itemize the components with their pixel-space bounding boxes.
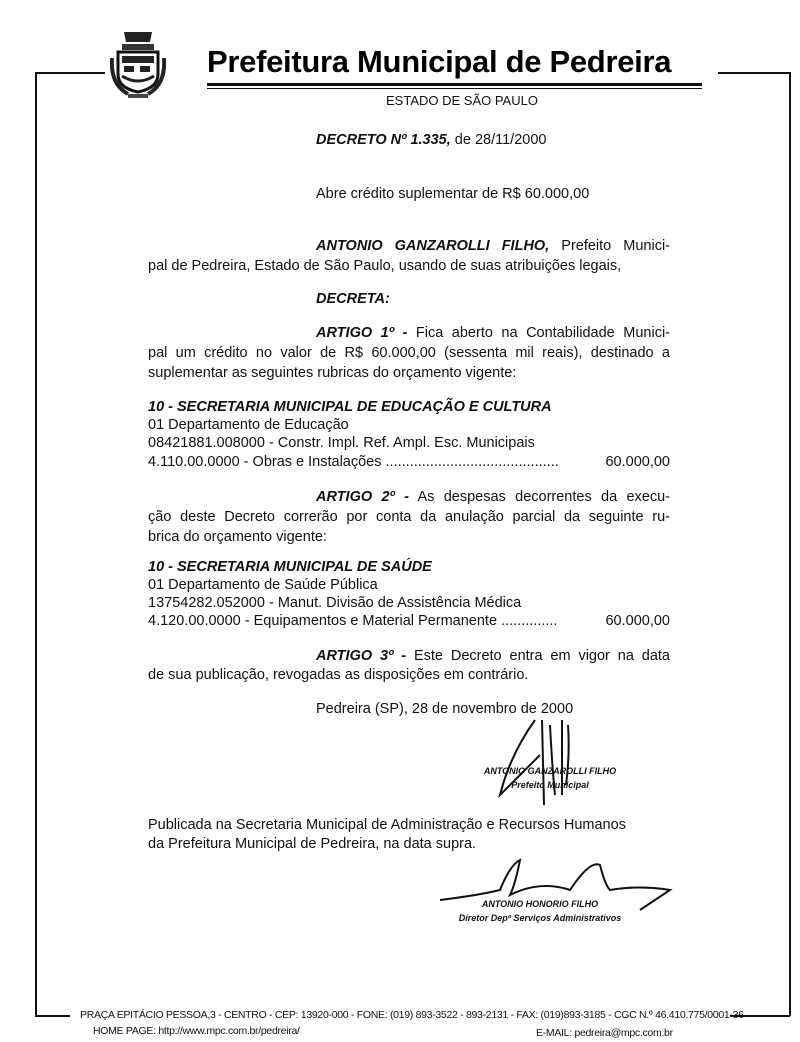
- publication-note: da Prefeitura Municipal de Pedreira, na data supra.: [148, 836, 477, 852]
- signer-name: ANTONIO HONORIO FILHO: [481, 899, 599, 909]
- title-underline: [207, 83, 702, 86]
- budget-item: 4.120.00.0000 - Equipamentos e Material Permanente .............. 60.000,00: [148, 613, 670, 629]
- place-date: Pedreira (SP), 28 de novembro de 2000: [316, 701, 574, 717]
- decree-heading: DECRETO Nº 1.335, de 28/11/2000: [316, 132, 547, 148]
- title-underline: [207, 88, 702, 89]
- article-1: ARTIGO 1º - Fica aberto na Contabilidade Munici-: [316, 325, 670, 341]
- section-heading: 10 - SECRETARIA MUNICIPAL DE SAÚDE: [148, 559, 432, 575]
- footer-homepage[interactable]: HOME PAGE: http://www.mpc.com.br/pedreira/: [93, 1025, 300, 1037]
- preamble-line: ANTONIO GANZAROLLI FILHO, Prefeito Munici-: [316, 238, 670, 254]
- program: 13754282.052000 - Manut. Divisão de Assistência Médica: [148, 595, 522, 611]
- signer-role: Prefeito Municipal: [511, 780, 589, 790]
- article-1: suplementar as seguintes rubricas do orçamento vigente:: [148, 365, 517, 381]
- article-3: ARTIGO 3º - Este Decreto entra em vigor na data: [316, 648, 670, 664]
- publication-note: Publicada na Secretaria Municipal de Administração e Recursos Humanos: [148, 817, 626, 833]
- article-3: de sua publicação, revogadas as disposições em contrário.: [148, 667, 529, 683]
- budget-item: 4.110.00.0000 - Obras e Instalações ........................................... 60.000,00: [148, 454, 670, 470]
- frame-line: [35, 1015, 70, 1017]
- article-2: brica do orçamento vigente:: [148, 529, 327, 545]
- signer-name: ANTONIO GANZAROLLI FILHO: [483, 766, 617, 776]
- page-title: Prefeitura Municipal de Pedreira: [207, 44, 672, 79]
- frame-line: [789, 72, 791, 1016]
- signer-role: Diretor Depº Serviços Administrativos: [458, 913, 622, 923]
- preamble-line: pal de Pedreira, Estado de São Paulo, usando de suas atribuições legais,: [148, 258, 622, 274]
- decree-summary: Abre crédito suplementar de R$ 60.000,00: [316, 186, 590, 202]
- program: 08421881.008000 - Constr. Impl. Ref. Ampl. Esc. Municipais: [148, 435, 535, 451]
- municipal-seal-icon: [110, 28, 166, 100]
- footer-email[interactable]: E-MAIL: pedreira@mpc.com.br: [536, 1027, 673, 1039]
- department: 01 Departamento de Educação: [148, 417, 349, 433]
- article-1: pal um crédito no valor de R$ 60.000,00 (sessenta mil reais), destinado a: [148, 345, 670, 361]
- frame-line: [35, 72, 37, 1016]
- decreta-label: DECRETA:: [316, 291, 390, 307]
- article-2: ARTIGO 2º - As despesas decorrentes da execu-: [316, 489, 670, 505]
- footer-address: PRAÇA EPITÁCIO PESSOA,3 - CENTRO - CEP: 13920-000 - FONE: (019) 893-3522 - 893-2131 - FAX: (019)893-3185 - CGC N.º 46.410.775/0001-36: [80, 1009, 744, 1021]
- article-2: ção deste Decreto correrão por conta da anulação parcial da seguinte ru-: [148, 509, 670, 525]
- frame-line: [718, 72, 790, 74]
- section-heading: 10 - SECRETARIA MUNICIPAL DE EDUCAÇÃO E CULTURA: [148, 399, 552, 415]
- state-subtitle: ESTADO DE SÃO PAULO: [386, 93, 538, 108]
- frame-line: [35, 72, 105, 74]
- department: 01 Departamento de Saúde Pública: [148, 577, 378, 593]
